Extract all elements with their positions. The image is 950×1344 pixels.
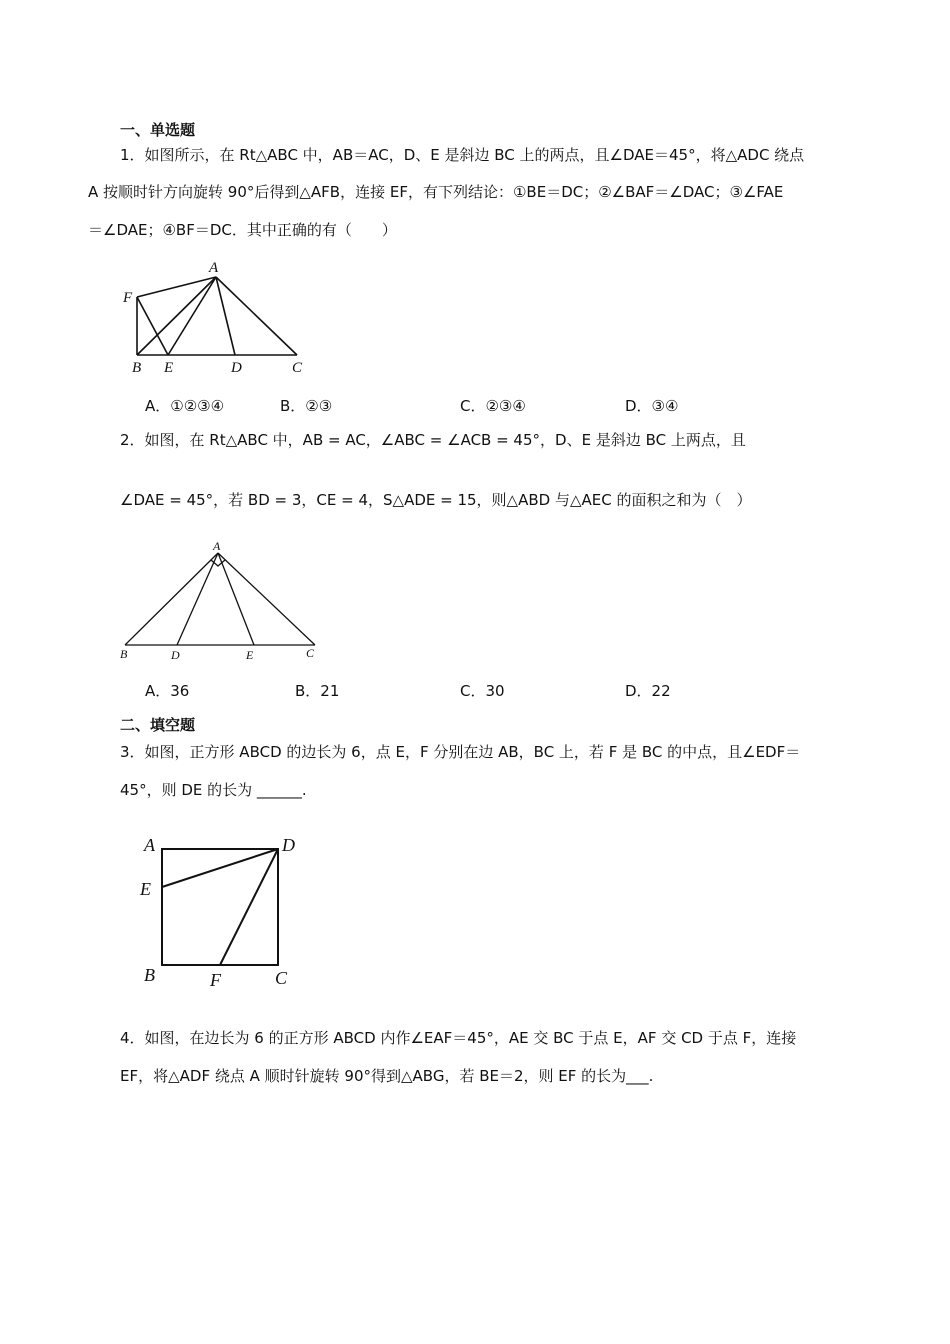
q1-label-b: B bbox=[132, 360, 142, 376]
q1-line-ae bbox=[168, 277, 216, 355]
q3-label-f: F bbox=[210, 970, 221, 990]
q1-line-ac bbox=[216, 277, 297, 355]
q2-option-a[interactable]: A．36 bbox=[145, 682, 190, 700]
q2-option-b[interactable]: B．21 bbox=[295, 682, 340, 700]
q2-line-ae bbox=[218, 553, 254, 645]
q2-option-d[interactable]: D．22 bbox=[625, 682, 671, 700]
q1-text-line3: ＝∠DAE；④BF＝DC．其中正确的有（ ） bbox=[88, 221, 397, 239]
q1-line-fa bbox=[137, 277, 216, 297]
q3-label-d: D bbox=[282, 835, 295, 855]
q3-text-line1: 3．如图，正方形 ABCD 的边长为 6，点 E，F 分别在边 AB，BC 上，若 F 是 BC 的中点，且∠EDF＝ bbox=[120, 743, 801, 761]
q3-label-b: B bbox=[144, 965, 155, 985]
q4-text-line1: 4．如图，在边长为 6 的正方形 ABCD 内作∠EAF＝45°，AE 交 BC 于点 E，AF 交 CD 于点 F，连接 bbox=[120, 1029, 797, 1047]
q1-option-b[interactable]: B．②③ bbox=[280, 397, 333, 415]
q3-label-c: C bbox=[275, 968, 288, 988]
q2-label-d: D bbox=[171, 648, 180, 662]
q2-label-e: E bbox=[246, 648, 254, 662]
q3-square-abcd bbox=[162, 849, 278, 965]
q3-label-a: A bbox=[144, 835, 155, 855]
q1-label-c: C bbox=[292, 360, 303, 376]
q1-label-f: F bbox=[123, 290, 133, 306]
q2-text-line2: ∠DAE = 45°，若 BD = 3，CE = 4，S△ADE = 15，则△ABD 与△AEC 的面积之和为（ ） bbox=[120, 491, 752, 509]
q1-line-fe bbox=[137, 297, 168, 355]
q2-label-b: B bbox=[120, 647, 128, 661]
q2-option-c[interactable]: C．30 bbox=[460, 682, 505, 700]
q2-text-line1: 2．如图，在 Rt△ABC 中，AB = AC，∠ABC = ∠ACB = 45°，D、E 是斜边 BC 上两点，且 bbox=[120, 431, 746, 449]
q2-line-ac bbox=[218, 553, 315, 645]
q2-line-ab bbox=[125, 553, 218, 645]
q3-text-line2: 45°，则 DE 的长为 ______. bbox=[120, 781, 307, 799]
q1-text-line2: A 按顺时针方向旋转 90°后得到△AFB，连接 EF，有下列结论：①BE＝DC；②∠BAF＝∠DAC；③∠FAE bbox=[88, 183, 784, 201]
q1-line-ad bbox=[216, 277, 235, 355]
q1-option-a[interactable]: A．①②③④ bbox=[145, 397, 225, 415]
q2-figure bbox=[115, 538, 325, 666]
q1-label-d: D bbox=[231, 360, 242, 376]
section-heading-fill-blank: 二、填空题 bbox=[120, 716, 196, 734]
q2-label-a: A bbox=[213, 539, 221, 553]
q1-line-ab bbox=[137, 277, 216, 355]
q1-figure bbox=[115, 255, 315, 380]
q3-figure bbox=[130, 825, 310, 995]
q1-text-line1: 1．如图所示，在 Rt△ABC 中，AB＝AC，D、E 是斜边 BC 上的两点，且∠DAE＝45°，将△ADC 绕点 bbox=[120, 146, 805, 164]
q3-label-e: E bbox=[140, 879, 151, 899]
q2-label-c: C bbox=[306, 646, 315, 660]
q1-option-c[interactable]: C．②③④ bbox=[460, 397, 526, 415]
q1-label-e: E bbox=[164, 360, 174, 376]
q4-text-line2: EF，将△ADF 绕点 A 顺时针旋转 90°得到△ABG，若 BE＝2，则 EF 的长为___. bbox=[120, 1067, 654, 1085]
q1-option-d[interactable]: D．③④ bbox=[625, 397, 679, 415]
q3-line-fd bbox=[220, 849, 278, 965]
q2-line-ad bbox=[177, 553, 218, 645]
q3-line-ed bbox=[162, 849, 278, 887]
section-heading-single-choice: 一、单选题 bbox=[120, 121, 196, 139]
q1-label-a: A bbox=[209, 260, 219, 276]
